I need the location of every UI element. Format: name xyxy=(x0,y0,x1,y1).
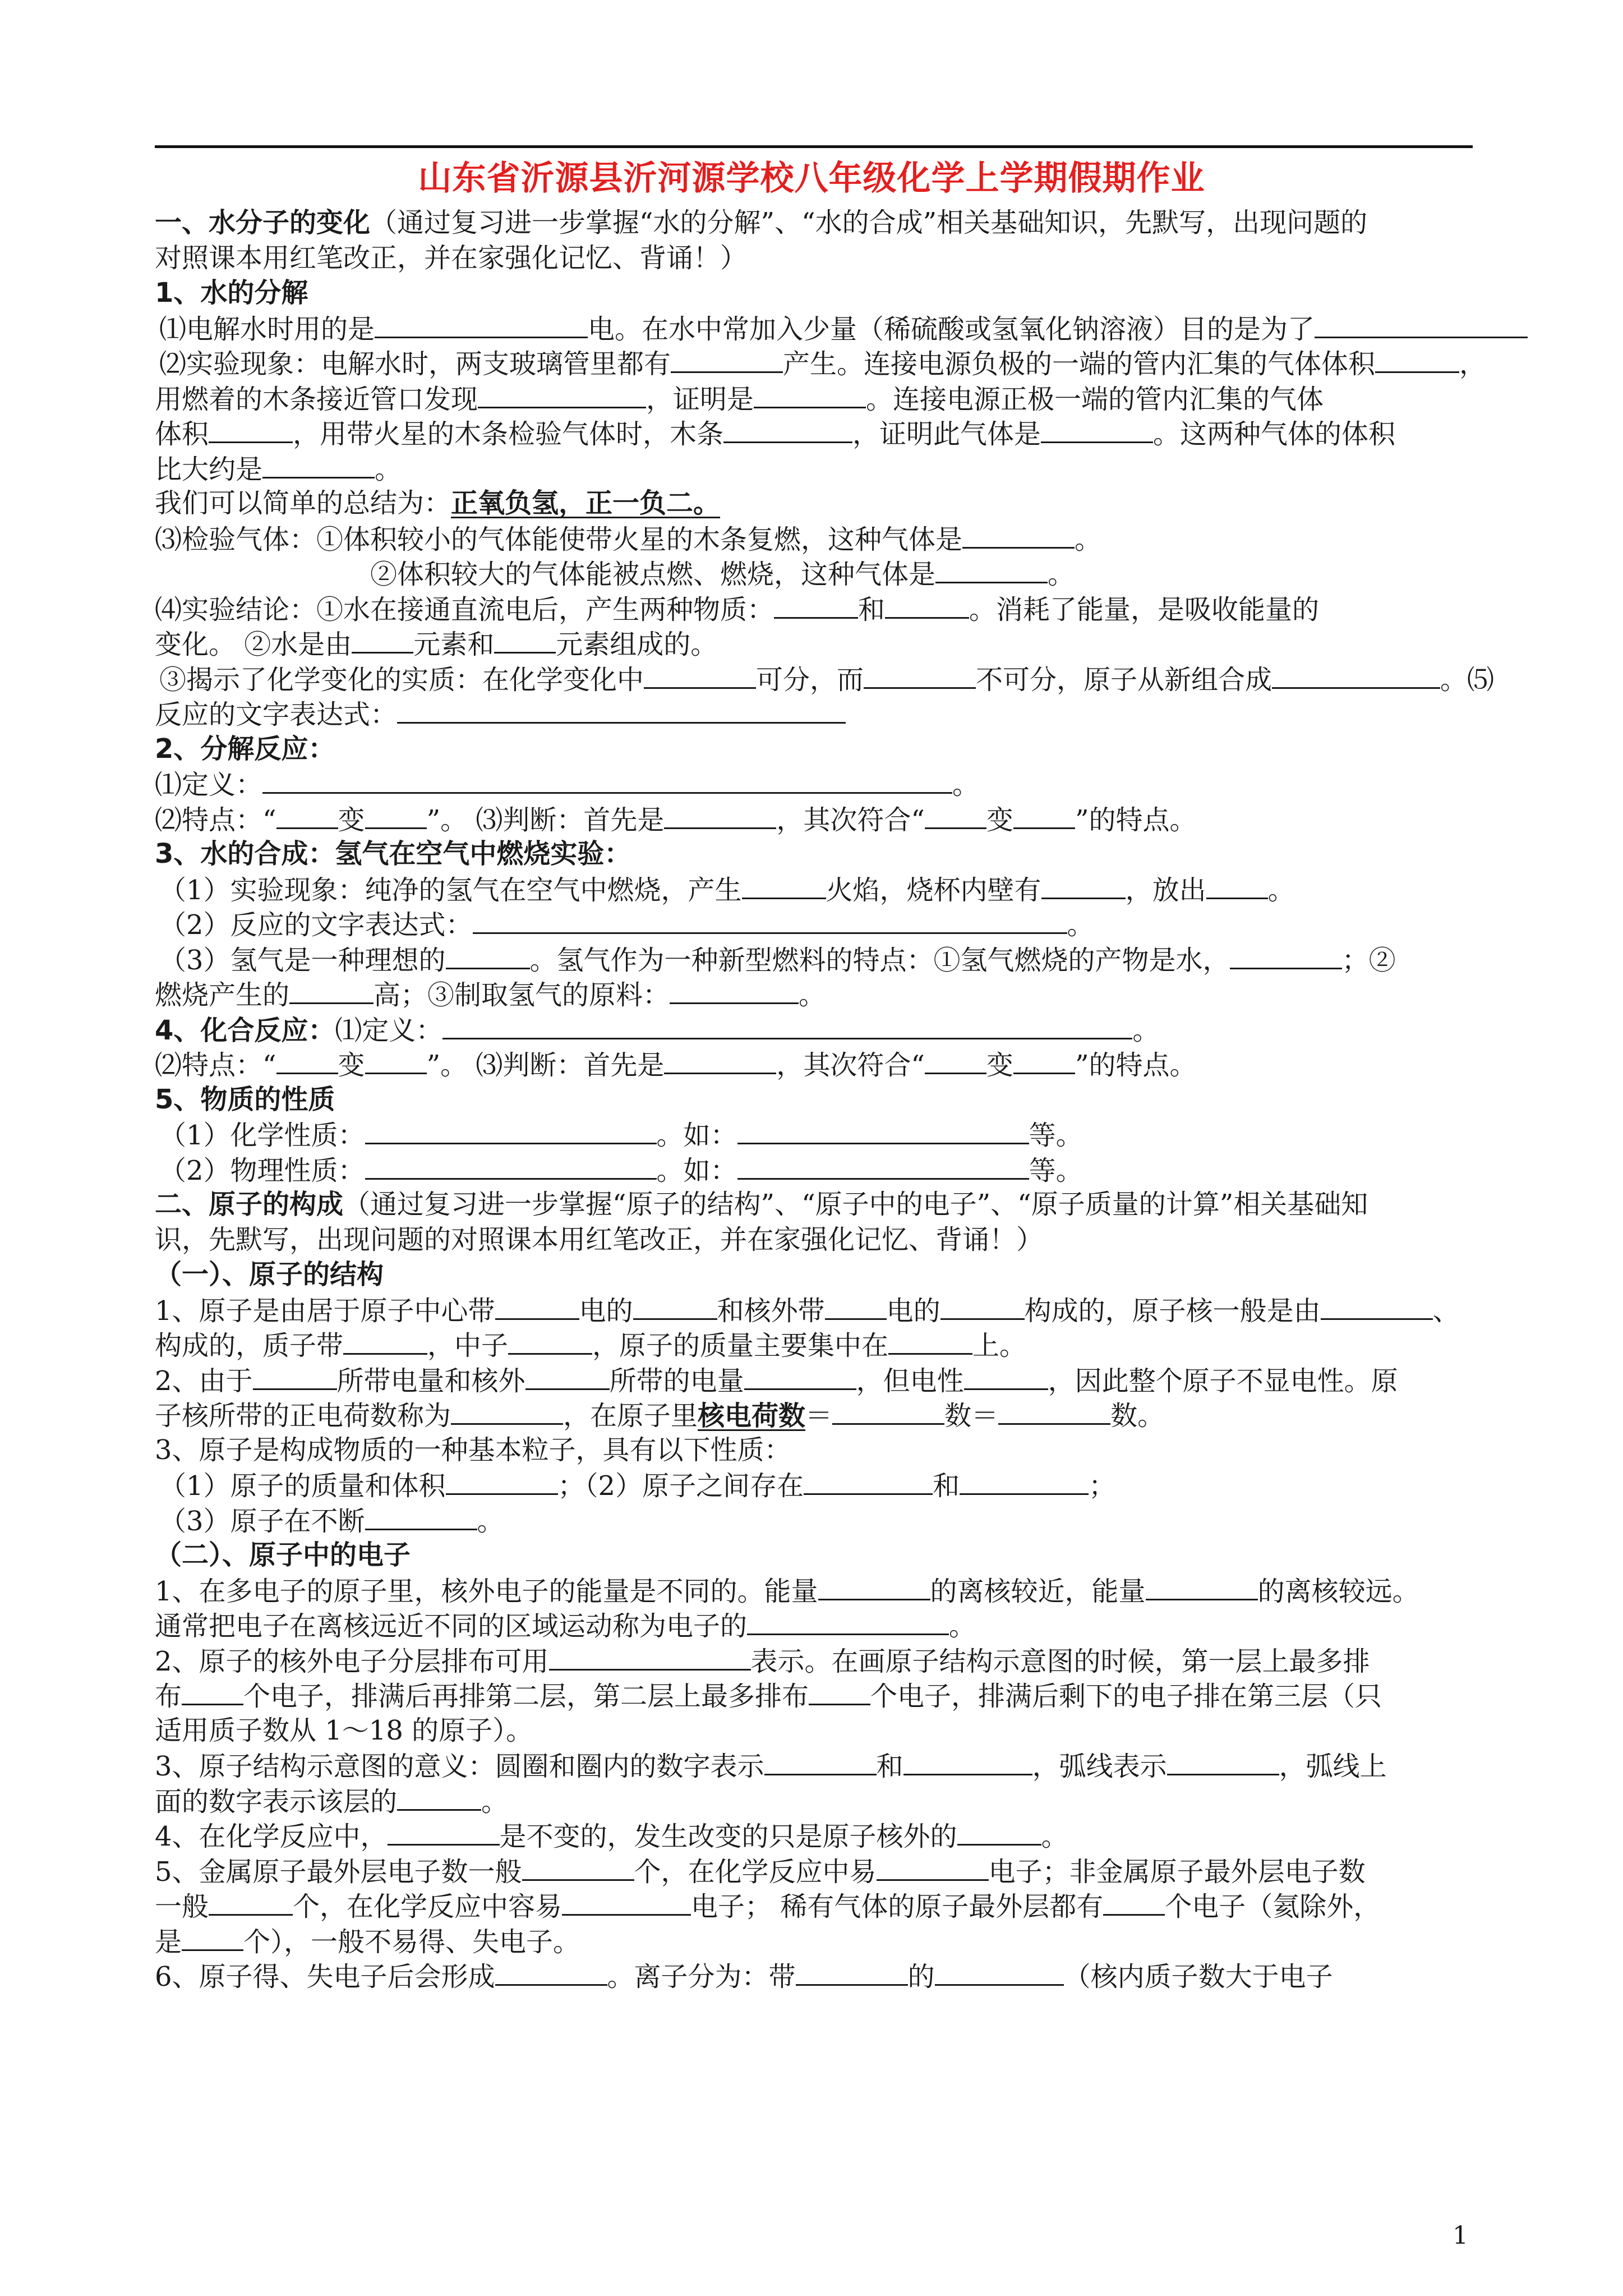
answer-blank[interactable] xyxy=(446,1467,558,1495)
answer-blank[interactable] xyxy=(960,1467,1089,1495)
answer-blank[interactable] xyxy=(209,416,293,443)
answer-blank[interactable] xyxy=(209,1888,293,1916)
answer-blank[interactable] xyxy=(935,1958,1064,1986)
answer-blank[interactable] xyxy=(388,1818,500,1846)
answer-blank[interactable] xyxy=(343,1327,427,1355)
synthesis-equation: （2）反应的文字表达式： 。 xyxy=(155,907,1473,942)
combination-features: ⑵特点：“ 变 ”。 ⑶判断：首先是 ，其次符合“ 变 ”的特点。 xyxy=(155,1047,1473,1082)
electron-q5-line1: 5、金属原子最外层电子数一般 个，在化学反应中易 电子；非金属原子最外层电子数 xyxy=(155,1853,1473,1889)
answer-blank[interactable] xyxy=(940,1292,1025,1320)
question-1-line: ⑴电解水时用的是 电。在水中常加入少量（稀硫酸或氢氧化钠溶液）目的是为了 xyxy=(155,311,1473,346)
answer-blank[interactable] xyxy=(864,661,976,689)
answer-blank[interactable] xyxy=(903,1748,1032,1775)
answer-blank[interactable] xyxy=(747,1608,949,1635)
electron-q2-line1: 2、原子的核外电子分层排布可用 表示。在画原子结构示意图的时候，第一层上最多排 xyxy=(155,1643,1473,1678)
answer-blank[interactable] xyxy=(962,521,1075,549)
answer-blank[interactable] xyxy=(671,346,783,373)
answer-blank[interactable] xyxy=(825,1292,887,1320)
decomposition-features: ⑵特点：“ 变 ”。 ⑶判断：首先是 ，其次符合“ 变 ”的特点。 xyxy=(155,802,1473,837)
answer-blank[interactable] xyxy=(804,1467,933,1495)
question-2-line4: 比大约是 。 xyxy=(155,451,1473,486)
answer-blank[interactable] xyxy=(774,591,858,619)
subheading-atom-structure: （一）、原子的结构 xyxy=(155,1259,384,1290)
electron-q5-line2: 一般 个，在化学反应中容易 电子； 稀有气体的原子最外层都有 个电子（氦除外， xyxy=(155,1888,1473,1924)
answer-blank[interactable] xyxy=(1103,1888,1165,1916)
section2-intro-line2: 识，先默写，出现问题的对照课本用红笔改正，并在家强化记忆、背诵！） xyxy=(155,1223,1044,1255)
answer-blank[interactable] xyxy=(451,1397,563,1425)
electron-q4-line: 4、在化学反应中， 是不变的，发生改变的只是原子核外的 。 xyxy=(155,1818,1473,1853)
answer-blank[interactable] xyxy=(832,1397,944,1425)
question-4-line2: 变化。 ②水是由 元素和 元素组成的。 xyxy=(155,626,1473,661)
electron-q3-line2: 面的数字表示该层的 。 xyxy=(155,1783,1473,1819)
answer-blank[interactable] xyxy=(737,1117,1029,1144)
answer-blank[interactable] xyxy=(742,872,826,899)
answer-blank[interactable] xyxy=(925,802,986,829)
answer-blank[interactable] xyxy=(352,626,413,654)
answer-blank[interactable] xyxy=(737,1152,1029,1180)
section1-intro-line1: 一、水分子的变化（通过复习进一步掌握“水的分解”、“水的合成”相关基础知识，先默写，出现问题的 xyxy=(155,207,1368,238)
atom-q2-line1: 2、由于 所带电量和核外 所带的电量 ，但电性 ，因此整个原子不显电性。原 xyxy=(155,1363,1473,1398)
section1-heading: 一、水分子的变化 xyxy=(155,207,371,238)
answer-blank[interactable] xyxy=(182,1678,243,1705)
answer-blank[interactable] xyxy=(397,696,846,724)
question-5-line: 反应的文字表达式： xyxy=(155,696,1473,731)
answer-blank[interactable] xyxy=(664,802,776,829)
answer-blank[interactable] xyxy=(1041,872,1126,899)
answer-blank[interactable] xyxy=(744,1363,856,1390)
electron-q2-line3: 适用质子数从 1～18 的原子）。 xyxy=(155,1714,533,1746)
answer-blank[interactable] xyxy=(397,1783,481,1811)
combination-definition: 4、化合反应：⑴定义： 。 xyxy=(155,1012,1473,1047)
answer-blank[interactable] xyxy=(1167,1748,1279,1775)
answer-blank[interactable] xyxy=(957,1818,1041,1846)
answer-blank[interactable] xyxy=(478,381,646,408)
subheading-water-decomposition: 1、水的分解 xyxy=(155,277,308,309)
page-title: 山东省沂源县沂河源学校八年级化学上学期假期作业 xyxy=(418,159,1205,198)
answer-blank[interactable] xyxy=(1315,311,1528,338)
subheading-properties: 5、物质的性质 xyxy=(155,1083,335,1115)
mnemonic: 正氧负氢，正一负二。 xyxy=(451,487,721,519)
answer-blank[interactable] xyxy=(365,1117,657,1144)
electron-q1-line2: 通常把电子在离核远近不同的区域运动称为电子的 。 xyxy=(155,1608,1473,1643)
answer-blank[interactable] xyxy=(818,1573,930,1600)
page-number: 1 xyxy=(1453,2221,1468,2250)
answer-blank[interactable] xyxy=(1013,1047,1075,1074)
question-2-line3: 体积 ，用带火星的木条检验气体时，木条 ，证明此气体是 。这两种气体的体积 xyxy=(155,416,1473,451)
question-2-line1: ⑵实验现象：电解水时，两支玻璃管里都有 产生。连接电源负极的一端的管内汇集的气体体积 ， xyxy=(155,346,1473,381)
answer-blank[interactable] xyxy=(1375,346,1459,373)
answer-blank[interactable] xyxy=(365,1503,477,1530)
answer-blank[interactable] xyxy=(1206,872,1268,899)
chemical-property-line: （1）化学性质： 。如： 等。 xyxy=(155,1117,1473,1152)
answer-blank[interactable] xyxy=(754,381,866,408)
answer-blank[interactable] xyxy=(562,1888,691,1916)
answer-blank[interactable] xyxy=(998,1397,1110,1425)
answer-blank[interactable] xyxy=(877,1853,989,1881)
answer-blank[interactable] xyxy=(495,1958,607,1986)
answer-blank[interactable] xyxy=(1041,416,1153,443)
summary-line: 我们可以简单的总结为：正氧负氢，正一负二。 xyxy=(155,487,721,519)
subheading-water-synthesis: 3、水的合成：氢气在空气中燃烧实验： xyxy=(155,838,631,869)
answer-blank[interactable] xyxy=(473,907,1067,934)
answer-blank[interactable] xyxy=(375,311,588,338)
atom-q2-line2: 子核所带的正电荷数称为 ，在原子里核电荷数＝ 数＝ 数。 xyxy=(155,1397,1473,1433)
answer-blank[interactable] xyxy=(289,977,374,1004)
electron-q1-line1: 1、在多电子的原子里，核外电子的能量是不同的。能量 的离核较近，能量 的离核较远。 xyxy=(155,1573,1473,1608)
answer-blank[interactable] xyxy=(262,766,952,794)
hydrogen-fuel-line2: 燃烧产生的 高；③制取氢气的原料： 。 xyxy=(155,977,1473,1012)
answer-blank[interactable] xyxy=(644,661,756,689)
physical-property-line: （2）物理性质： 。如： 等。 xyxy=(155,1152,1473,1188)
answer-blank[interactable] xyxy=(276,1047,338,1074)
atom-property-line1: （1）原子的质量和体积 ；（2）原子之间存在 和 ； xyxy=(155,1467,1473,1503)
decomposition-definition: ⑴定义： 。 xyxy=(155,766,1473,802)
answer-blank[interactable] xyxy=(964,1363,1048,1390)
answer-blank[interactable] xyxy=(723,416,852,443)
answer-blank[interactable] xyxy=(885,591,969,619)
electron-q2-line2: 布 个电子，排满后再排第二层，第二层上最多排布 个电子，排满后剩下的电子排在第三层（只 xyxy=(155,1678,1473,1713)
answer-blank[interactable] xyxy=(1013,802,1075,829)
answer-blank[interactable] xyxy=(446,942,530,969)
question-3-line1: ⑶检验气体：①体积较小的气体能使带火星的木条复燃，这种气体是 。 xyxy=(155,521,1473,556)
answer-blank[interactable] xyxy=(1230,942,1342,969)
electron-q6-line1: 6、原子得、失电子后会形成 。离子分为：带 的 （核内质子数大于电子 xyxy=(155,1958,1473,1994)
answer-blank[interactable] xyxy=(796,1958,908,1986)
question-3-line2: ②体积较大的气体能被点燃、燃烧，这种气体是 。 xyxy=(155,556,1473,591)
question-4-line1: ⑷实验结论：①水在接通直流电后，产生两种物质： 和 。消耗了能量，是吸收能量的 xyxy=(155,591,1473,627)
worksheet-body xyxy=(155,205,1495,1994)
answer-blank[interactable] xyxy=(182,1924,243,1951)
header-rule xyxy=(155,145,1473,148)
section2-heading: 二、原子的构成 xyxy=(155,1189,344,1220)
synthesis-phenomenon: （1）实验现象：纯净的氢气在空气中燃烧，产生 火焰，烧杯内壁有 ，放出 。 xyxy=(155,872,1473,907)
answer-blank[interactable] xyxy=(1321,1292,1433,1320)
answer-blank[interactable] xyxy=(1272,661,1440,689)
answer-blank[interactable] xyxy=(365,802,427,829)
answer-blank[interactable] xyxy=(262,451,375,478)
atom-q1-line1: 1、原子是由居于原子中心带 电的 和核外带 电的 构成的，原子核一般是由 、 xyxy=(155,1292,1473,1328)
answer-blank[interactable] xyxy=(925,1047,986,1074)
answer-blank[interactable] xyxy=(253,1363,337,1390)
question-4-line3: ③揭示了化学变化的实质：在化学变化中 可分，而 不可分，原子从新组合成 。⑸ xyxy=(155,661,1473,697)
answer-blank[interactable] xyxy=(809,1678,870,1705)
subheading-electrons: （二）、原子中的电子 xyxy=(155,1539,411,1571)
answer-blank[interactable] xyxy=(549,1643,751,1671)
electron-q5-line3: 是 个），一般不易得、失电子。 xyxy=(155,1924,1473,1959)
answer-blank[interactable] xyxy=(276,802,338,829)
answer-blank[interactable] xyxy=(442,1012,1132,1039)
answer-blank[interactable] xyxy=(935,556,1048,583)
answer-blank[interactable] xyxy=(525,1363,610,1390)
hydrogen-fuel-line1: （3）氢气是一种理想的 。氢气作为一种新型燃料的特点：①氢气燃烧的产物是水， ；② xyxy=(155,942,1473,977)
section2-intro-line1: 二、原子的构成（通过复习进一步掌握“原子的结构”、“原子中的电子”、“原子质量的计算”相关基础知 xyxy=(155,1189,1368,1220)
answer-blank[interactable] xyxy=(670,977,799,1004)
section1-intro-line2: 对照课本用红笔改正，并在家强化记忆、背诵！） xyxy=(155,242,748,274)
answer-blank[interactable] xyxy=(888,1327,972,1355)
atom-property-line2: （3）原子在不断 。 xyxy=(155,1503,1473,1538)
atom-q3-line: 3、原子是构成物质的一种基本粒子，具有以下性质： xyxy=(155,1434,791,1466)
atom-q1-line2: 构成的，质子带 ，中子 ，原子的质量主要集中在 上。 xyxy=(155,1327,1473,1363)
answer-blank[interactable] xyxy=(494,626,556,654)
answer-blank[interactable] xyxy=(764,1748,877,1775)
answer-blank[interactable] xyxy=(633,1292,717,1320)
answer-blank[interactable] xyxy=(664,1047,776,1074)
answer-blank[interactable] xyxy=(365,1047,427,1074)
answer-blank[interactable] xyxy=(522,1853,634,1881)
answer-blank[interactable] xyxy=(508,1327,592,1355)
subheading-decomposition-reaction: 2、分解反应： xyxy=(155,733,335,765)
answer-blank[interactable] xyxy=(365,1152,657,1180)
electron-q3-line1: 3、原子结构示意图的意义：圆圈和圈内的数字表示 和 ，弧线表示 ，弧线上 xyxy=(155,1748,1473,1783)
nuclear-charge-term: 核电荷数 xyxy=(698,1400,806,1432)
answer-blank[interactable] xyxy=(495,1292,579,1320)
answer-blank[interactable] xyxy=(1146,1573,1258,1600)
question-2-line2: 用燃着的木条接近管口发现 ，证明是 。连接电源正极一端的管内汇集的气体 xyxy=(155,381,1473,416)
